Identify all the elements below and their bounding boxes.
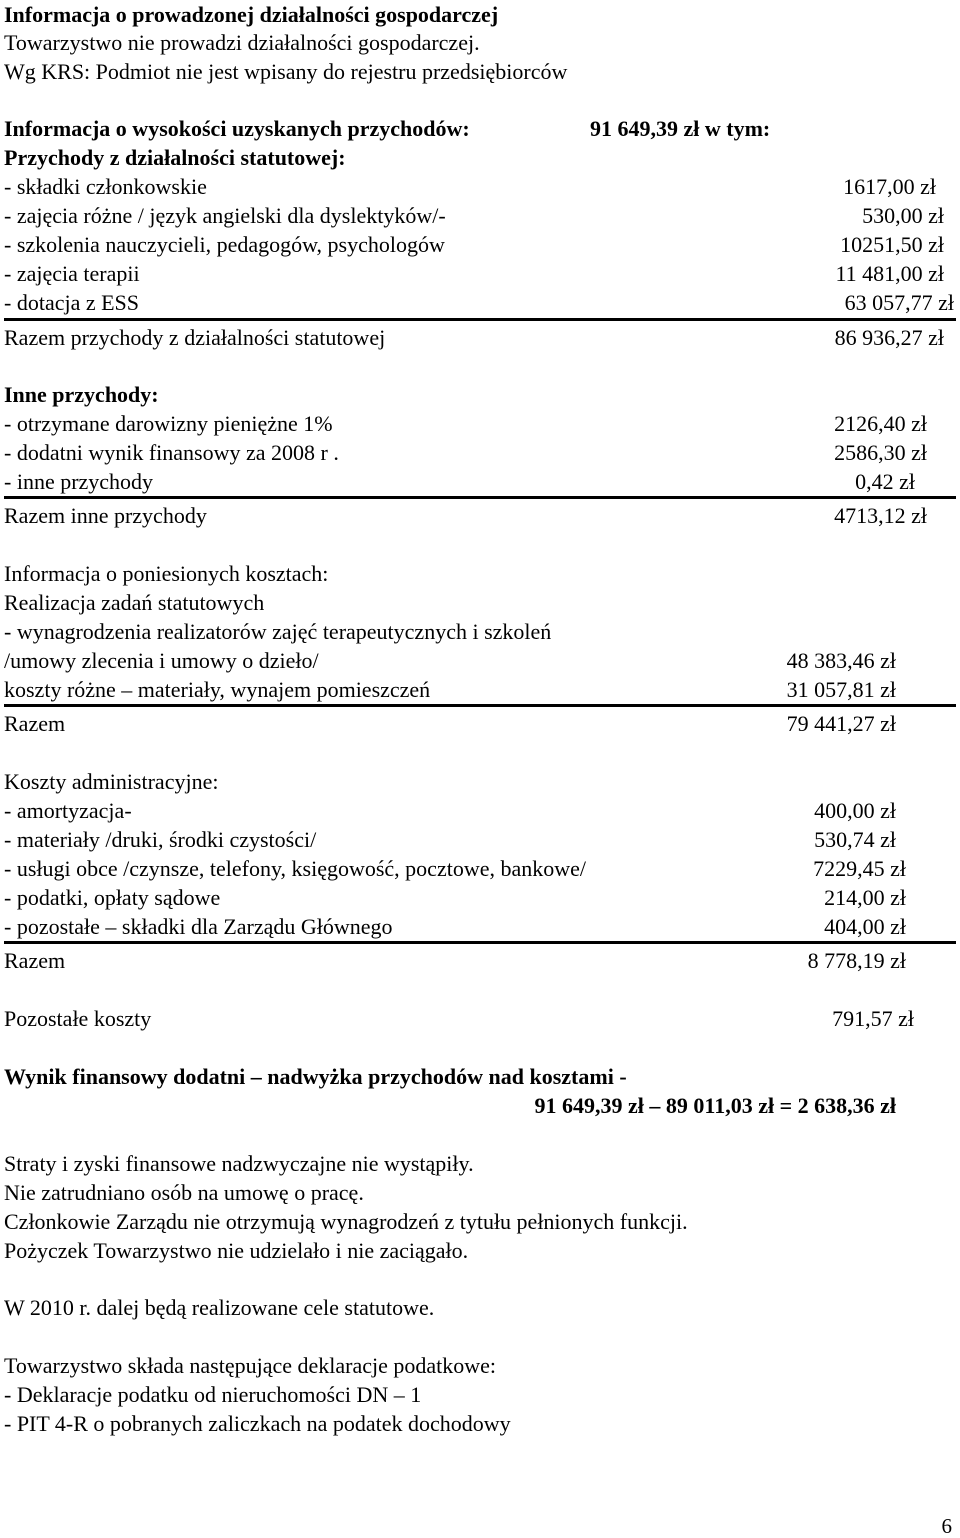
note-line: Nie zatrudniano osób na umowę o pracę. xyxy=(4,1180,364,1205)
page-number: 6 xyxy=(941,1514,952,1538)
statutory-revenue-heading: Przychody z działalności statutowej: xyxy=(4,145,346,170)
other-revenue-item-amount: 2586,30 zł xyxy=(834,440,927,465)
revenue-heading: Informacja o wysokości uzyskanych przychodów: xyxy=(4,116,470,141)
tax-heading: Towarzystwo składa następujące deklaracje podatkowe: xyxy=(4,1353,497,1378)
statutory-costs-heading: Realizacja zadań statutowych xyxy=(4,590,265,615)
cost-item-label: - wynagrodzenia realizatorów zajęć terapeutycznych i szkoleń xyxy=(4,619,552,644)
revenue-item-amount: 1617,00 zł xyxy=(843,174,936,199)
revenue-item-amount: 530,00 zł xyxy=(862,203,944,228)
revenue-item-amount: 11 481,00 zł xyxy=(835,261,944,286)
other-revenue-item-label: - dodatni wynik finansowy za 2008 r . xyxy=(4,440,339,465)
other-revenue-item-label: - inne przychody xyxy=(4,469,154,494)
revenue-item-label: - szkolenia nauczycieli, pedagogów, psychologów xyxy=(4,232,445,257)
admin-cost-item-amount: 7229,45 zł xyxy=(813,856,906,881)
result-heading: Wynik finansowy dodatni – nadwyżka przychodów nad kosztami - xyxy=(4,1064,627,1089)
revenue-item-label: - składki członkowskie xyxy=(4,174,207,199)
cost-item-label: /umowy zlecenia i umowy o dzieło/ xyxy=(4,648,319,673)
admin-cost-item-label: - amortyzacja- xyxy=(4,798,132,823)
result-formula: 91 649,39 zł – 89 011,03 zł = 2 638,36 zł xyxy=(534,1093,896,1118)
activity-line: Towarzystwo nie prowadzi działalności gospodarczej. xyxy=(4,30,480,55)
other-costs-label: Pozostałe koszty xyxy=(4,1006,152,1031)
other-revenue-total-amount: 4713,12 zł xyxy=(834,503,927,528)
other-revenue-total-label: Razem inne przychody xyxy=(4,503,207,528)
note-line: Straty i zyski finansowe nadzwyczajne nie wystąpiły. xyxy=(4,1151,474,1176)
tax-item: - PIT 4-R o pobranych zaliczkach na podatek dochodowy xyxy=(4,1411,511,1436)
statutory-revenue-total-amount: 86 936,27 zł xyxy=(834,325,944,350)
tax-item: - Deklaracje podatku od nieruchomości DN – 1 xyxy=(4,1382,422,1407)
other-revenue-heading: Inne przychody: xyxy=(4,382,159,407)
admin-costs-total-label: Razem xyxy=(4,948,66,973)
cost-item-amount: 31 057,81 zł xyxy=(786,677,896,702)
divider xyxy=(4,941,956,944)
activity-line: Wg KRS: Podmiot nie jest wpisany do rejestru przedsiębiorców xyxy=(4,59,568,84)
other-revenue-item-amount: 0,42 zł xyxy=(855,469,915,494)
revenue-item-label: - zajęcia terapii xyxy=(4,261,140,286)
admin-costs-heading: Koszty administracyjne: xyxy=(4,769,219,794)
activity-heading: Informacja o prowadzonej działalności gospodarczej xyxy=(4,2,499,27)
admin-cost-item-amount: 404,00 zł xyxy=(824,914,906,939)
admin-cost-item-amount: 530,74 zł xyxy=(814,827,896,852)
divider xyxy=(4,704,956,707)
other-costs-amount: 791,57 zł xyxy=(832,1006,914,1031)
admin-cost-item-label: - materiały /druki, środki czystości/ xyxy=(4,827,317,852)
costs-heading: Informacja o poniesionych kosztach: xyxy=(4,561,329,586)
revenue-item-amount: 63 057,77 zł xyxy=(844,290,954,315)
admin-cost-item-label: - podatki, opłaty sądowe xyxy=(4,885,221,910)
admin-cost-item-label: - usługi obce /czynsze, telefony, księgowość, pocztowe, bankowe/ xyxy=(4,856,587,881)
cost-item-amount: 48 383,46 zł xyxy=(786,648,896,673)
plan-note: W 2010 r. dalej będą realizowane cele statutowe. xyxy=(4,1295,435,1320)
revenue-item-label: - zajęcia różne / język angielski dla dyslektyków/- xyxy=(4,203,446,228)
revenue-item-label: - dotacja z ESS xyxy=(4,290,140,315)
statutory-costs-total-amount: 79 441,27 zł xyxy=(786,711,896,736)
admin-costs-total-amount: 8 778,19 zł xyxy=(807,948,906,973)
divider xyxy=(4,318,956,321)
cost-item-label: koszty różne – materiały, wynajem pomieszczeń xyxy=(4,677,431,702)
divider xyxy=(4,496,956,499)
revenue-total: 91 649,39 zł w tym: xyxy=(590,116,771,141)
revenue-item-amount: 10251,50 zł xyxy=(840,232,944,257)
note-line: Członkowie Zarządu nie otrzymują wynagrodzeń z tytułu pełnionych funkcji. xyxy=(4,1209,688,1234)
other-revenue-item-label: - otrzymane darowizny pieniężne 1% xyxy=(4,411,333,436)
other-revenue-item-amount: 2126,40 zł xyxy=(834,411,927,436)
statutory-costs-total-label: Razem xyxy=(4,711,66,736)
admin-cost-item-amount: 214,00 zł xyxy=(824,885,906,910)
note-line: Pożyczek Towarzystwo nie udzielało i nie zaciągało. xyxy=(4,1238,469,1263)
statutory-revenue-total-label: Razem przychody z działalności statutowej xyxy=(4,325,386,350)
admin-cost-item-label: - pozostałe – składki dla Zarządu Głównego xyxy=(4,914,393,939)
admin-cost-item-amount: 400,00 zł xyxy=(814,798,896,823)
